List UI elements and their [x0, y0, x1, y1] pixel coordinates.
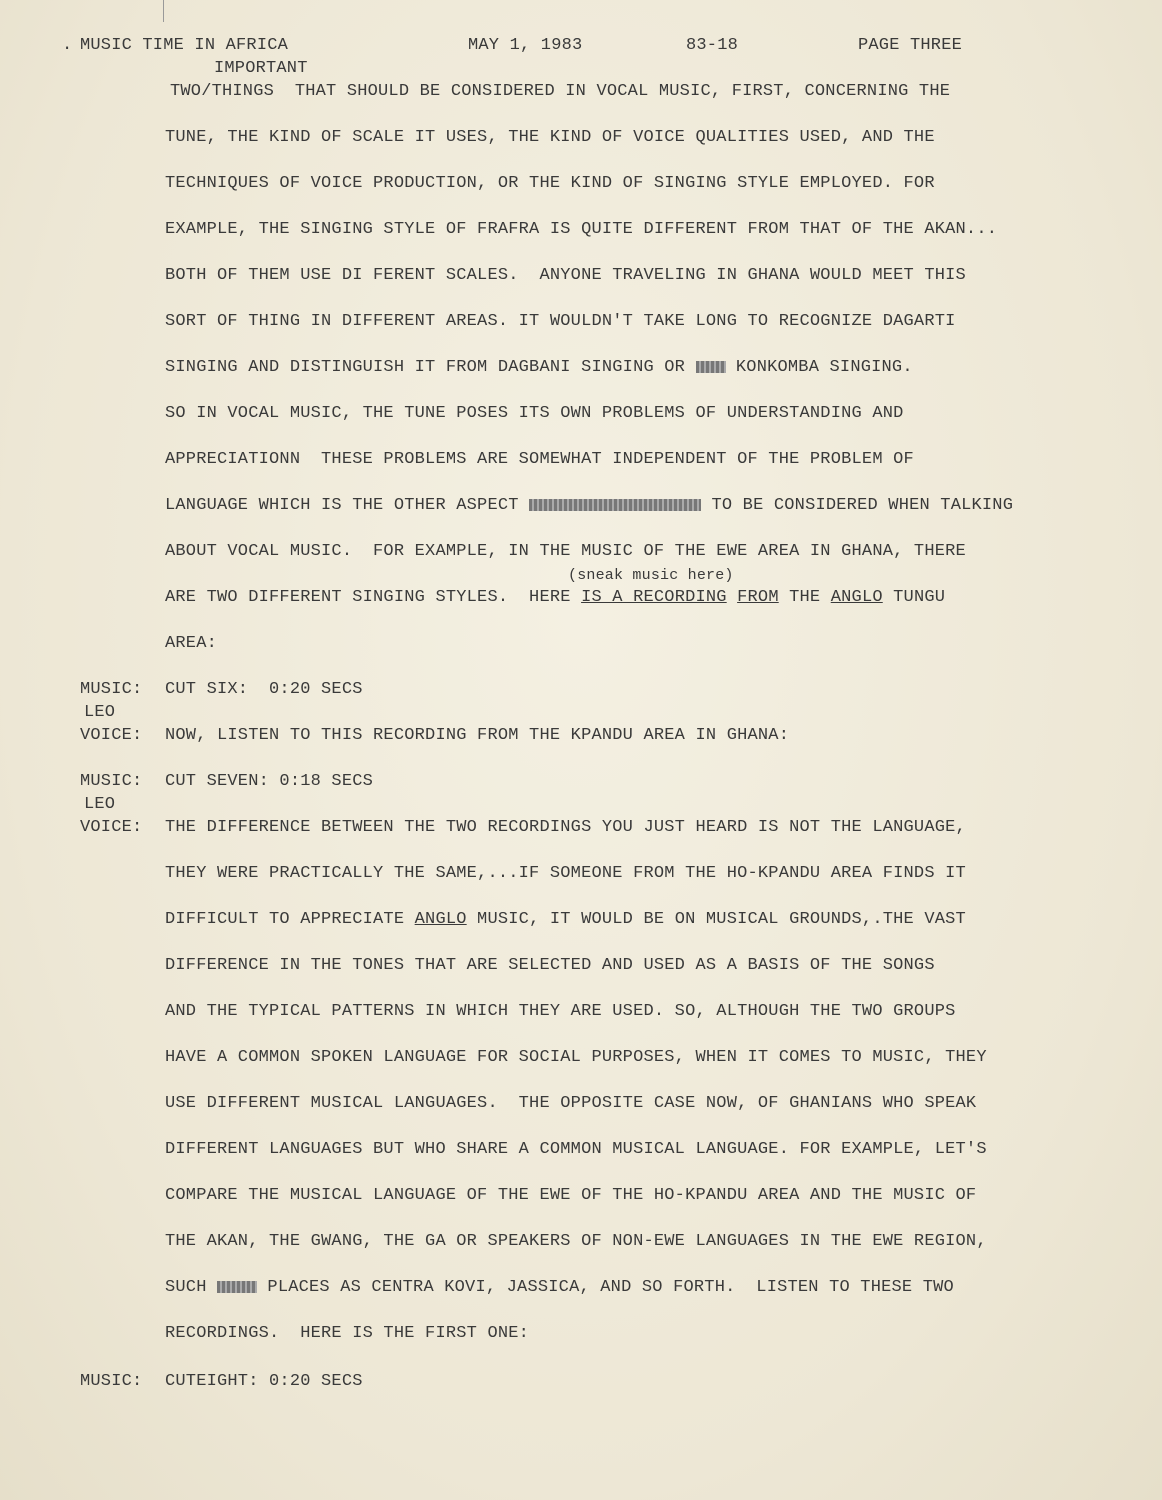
cue-label-music: MUSIC:: [80, 1372, 143, 1391]
underlined-text: ANGLO: [830, 588, 883, 607]
text-segment: MUSIC, IT WOULD BE ON MUSICAL GROUNDS,.THE VAST: [466, 910, 966, 929]
music-cue-text: CUT SIX: 0:20 SECS: [165, 680, 363, 699]
text-segment: ARE TWO DIFFERENT SINGING STYLES. HERE: [165, 588, 582, 607]
cue-label-music: MUSIC:: [80, 772, 143, 791]
text-line: RECORDINGS. HERE IS THE FIRST ONE:: [165, 1324, 530, 1343]
music-cue-text: CUT SEVEN: 0:18 SECS: [165, 772, 374, 791]
text-line: [165, 1278, 954, 1298]
text-line: EXAMPLE, THE SINGING STYLE OF FRAFRA IS QUITE DIFFERENT FROM THAT OF THE AKAN...: [165, 220, 998, 239]
header-mark: .: [62, 36, 73, 55]
cue-label-voice: VOICE:: [80, 726, 143, 745]
underlined-text: FROM: [737, 588, 779, 607]
voice-cue-text: NOW, LISTEN TO THIS RECORDING FROM THE KPANDU AREA IN GHANA:: [165, 726, 790, 745]
text-line: APPRECIATIONN THESE PROBLEMS ARE SOMEWHAT INDEPENDENT OF THE PROBLEM OF: [165, 450, 914, 469]
insertion-sneak-music: (sneak music here): [568, 567, 734, 584]
underlined-text: IS A RECORDING: [581, 588, 727, 607]
speaker-name: LEO: [84, 703, 116, 722]
music-cue-text: CUTEIGHT: 0:20 SECS: [165, 1372, 363, 1391]
text-segment: SINGING AND DISTINGUISH IT FROM DAGBANI SINGING OR: [165, 358, 696, 377]
pencil-mark: [163, 0, 164, 22]
text-line: DIFFERENCE IN THE TONES THAT ARE SELECTED AND USED AS A BASIS OF THE SONGS: [165, 956, 935, 975]
typed-strikeout: [696, 361, 726, 373]
text-segment: KONKOMBA SINGING.: [725, 358, 913, 377]
text-line: [165, 358, 913, 378]
text-line: THE AKAN, THE GWANG, THE GA OR SPEAKERS OF NON-EWE LANGUAGES IN THE EWE REGION,: [165, 1232, 987, 1251]
insertion-important: IMPORTANT: [214, 59, 308, 78]
underlined-text: ANGLO: [414, 910, 467, 929]
text-line: TUNE, THE KIND OF SCALE IT USES, THE KIND OF VOICE QUALITIES USED, AND THE: [165, 128, 935, 147]
speaker-name: LEO: [84, 795, 116, 814]
text-line: USE DIFFERENT MUSICAL LANGUAGES. THE OPPOSITE CASE NOW, OF GHANIANS WHO SPEAK: [165, 1094, 977, 1113]
text-line: AND THE TYPICAL PATTERNS IN WHICH THEY ARE USED. SO, ALTHOUGH THE TWO GROUPS: [165, 1002, 956, 1021]
text-line: DIFFERENT LANGUAGES BUT WHO SHARE A COMMON MUSICAL LANGUAGE. FOR EXAMPLE, LET'S: [165, 1140, 987, 1159]
text-segment: [727, 588, 737, 607]
text-line: SO IN VOCAL MUSIC, THE TUNE POSES ITS OWN PROBLEMS OF UNDERSTANDING AND: [165, 404, 904, 423]
text-line: THEY WERE PRACTICALLY THE SAME,...IF SOMEONE FROM THE HO-KPANDU AREA FINDS IT: [165, 864, 966, 883]
typed-strikeout: [217, 1281, 257, 1293]
text-segment: TUNGU: [882, 588, 946, 607]
script-code: 83-18: [686, 36, 739, 55]
cue-label-music: MUSIC:: [80, 680, 143, 699]
page-number: PAGE THREE: [858, 36, 963, 55]
text-line: BOTH OF THEM USE DI FERENT SCALES. ANYONE TRAVELING IN GHANA WOULD MEET THIS: [165, 266, 966, 285]
cue-label-voice: VOICE:: [80, 818, 143, 837]
text-line: [165, 910, 966, 930]
text-line: TECHNIQUES OF VOICE PRODUCTION, OR THE KIND OF SINGING STYLE EMPLOYED. FOR: [165, 174, 935, 193]
text-line: ABOUT VOCAL MUSIC. FOR EXAMPLE, IN THE MUSIC OF THE EWE AREA IN GHANA, THERE: [165, 542, 966, 561]
text-line: [165, 496, 1013, 516]
text-line: TWO/THINGS THAT SHOULD BE CONSIDERED IN VOCAL MUSIC, FIRST, CONCERNING THE: [170, 82, 951, 101]
program-title: MUSIC TIME IN AFRICA: [80, 36, 289, 55]
text-segment: SUCH: [165, 1278, 218, 1297]
text-line: COMPARE THE MUSICAL LANGUAGE OF THE EWE OF THE HO-KPANDU AREA AND THE MUSIC OF: [165, 1186, 977, 1205]
text-line: [165, 588, 945, 608]
text-line: SORT OF THING IN DIFFERENT AREAS. IT WOULDN'T TAKE LONG TO RECOGNIZE DAGARTI: [165, 312, 956, 331]
text-segment: PLACES AS CENTRA KOVI, JASSICA, AND SO FORTH. LISTEN TO THESE TWO: [257, 1278, 954, 1297]
voice-cue-text: THE DIFFERENCE BETWEEN THE TWO RECORDINGS YOU JUST HEARD IS NOT THE LANGUAGE,: [165, 818, 966, 837]
text-segment: LANGUAGE WHICH IS THE OTHER ASPECT: [165, 496, 530, 515]
text-segment: TO BE CONSIDERED WHEN TALKING: [701, 496, 1014, 515]
script-date: MAY 1, 1983: [468, 36, 583, 55]
text-line: AREA:: [165, 634, 218, 653]
text-segment: DIFFICULT TO APPRECIATE: [165, 910, 415, 929]
text-line: HAVE A COMMON SPOKEN LANGUAGE FOR SOCIAL PURPOSES, WHEN IT COMES TO MUSIC, THEY: [165, 1048, 987, 1067]
text-segment: THE: [778, 588, 831, 607]
typed-strikeout: [529, 499, 701, 511]
